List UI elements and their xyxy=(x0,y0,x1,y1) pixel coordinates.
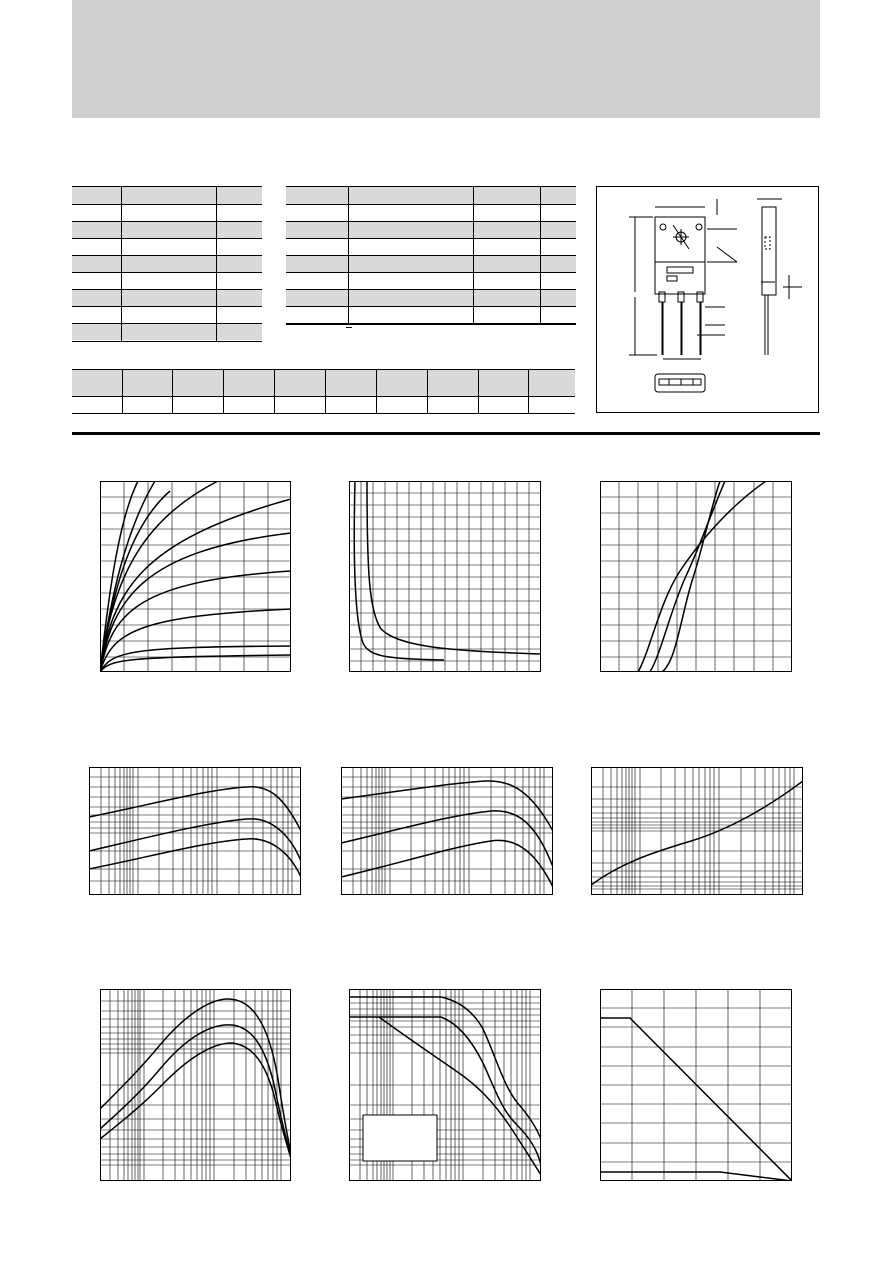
table-row xyxy=(286,239,576,256)
package-drawing xyxy=(597,187,818,412)
series-line xyxy=(591,781,803,885)
table-row xyxy=(286,307,576,323)
table-row xyxy=(286,256,576,273)
section-divider xyxy=(72,432,820,435)
table-row xyxy=(72,256,262,273)
series-line xyxy=(89,819,301,861)
table-row xyxy=(72,273,262,290)
series-line xyxy=(367,481,541,654)
series-line xyxy=(650,481,725,672)
legend-box xyxy=(363,1115,437,1161)
series-line xyxy=(100,1025,291,1157)
chart-transfer-curves xyxy=(600,481,792,672)
table-row xyxy=(72,205,262,222)
typical-values-table xyxy=(72,369,575,414)
table-row xyxy=(72,324,262,340)
title-banner xyxy=(72,0,820,118)
table-row xyxy=(72,307,262,324)
series-line xyxy=(100,1043,291,1159)
ratings-table xyxy=(72,186,262,342)
series-line xyxy=(638,481,766,672)
chart-rising-curve xyxy=(591,767,803,895)
chart-gain-vs-current-a xyxy=(89,767,301,895)
table-header-row xyxy=(72,370,575,397)
chart-decay-curves xyxy=(349,481,541,672)
series-line xyxy=(341,811,553,867)
table-row xyxy=(286,205,576,222)
chart-bell-curves xyxy=(100,989,291,1181)
table-row xyxy=(72,290,262,307)
series-line xyxy=(341,840,553,887)
table-header-row xyxy=(286,187,576,205)
package-outline-box xyxy=(596,186,819,413)
table-row xyxy=(286,273,576,290)
footnote-mark xyxy=(346,327,352,328)
characteristics-table xyxy=(286,186,576,325)
series-line xyxy=(100,646,291,672)
series-line xyxy=(89,839,301,877)
series-line xyxy=(89,787,301,831)
table-row xyxy=(72,239,262,256)
table-header-row xyxy=(72,187,262,205)
chart-safe-operating-area xyxy=(349,989,541,1181)
chart-gain-vs-current-b xyxy=(341,767,553,895)
series-line xyxy=(662,481,720,672)
series-line xyxy=(100,655,291,672)
chart-power-derating xyxy=(600,989,792,1181)
series-line xyxy=(341,781,553,831)
series-line xyxy=(100,491,170,672)
table-row xyxy=(286,290,576,307)
series-line xyxy=(100,999,291,1154)
table-row xyxy=(286,222,576,239)
chart-output-characteristics xyxy=(100,481,291,672)
table-row xyxy=(72,222,262,239)
series-line xyxy=(100,609,291,672)
